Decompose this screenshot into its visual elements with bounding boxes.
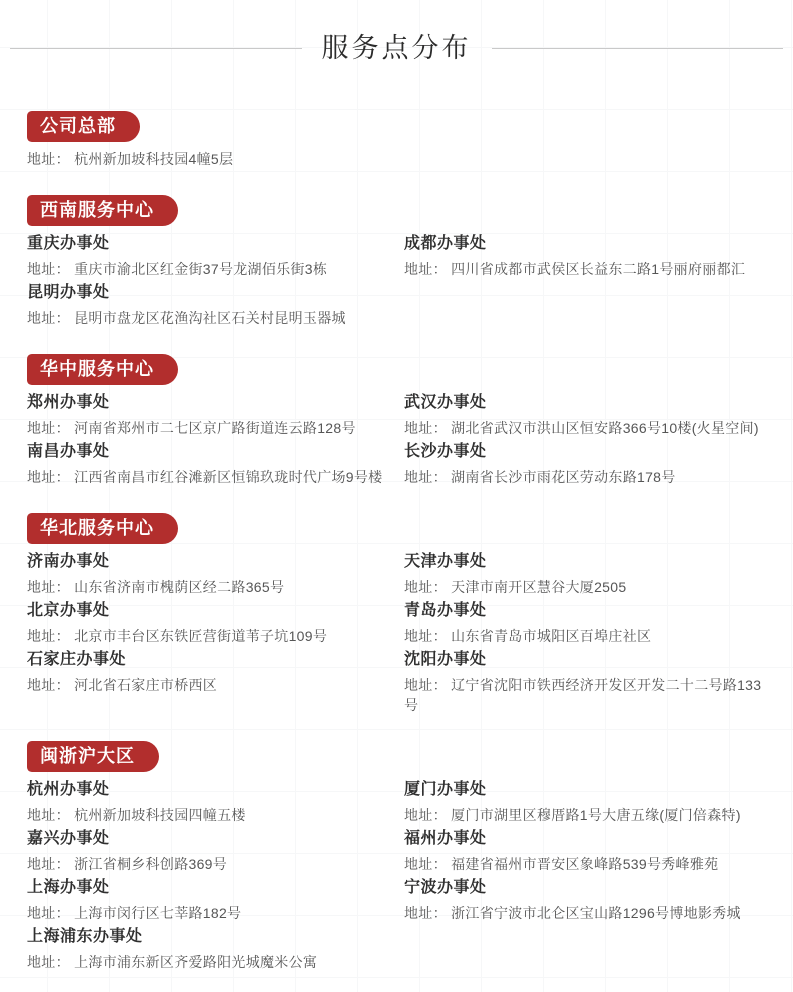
- service-section: [27, 354, 766, 490]
- section-badge: 公司总部: [27, 111, 140, 142]
- office-name: 济南办事处: [27, 553, 110, 570]
- office-item: [27, 282, 404, 328]
- office-name: 石家庄办事处: [27, 651, 127, 668]
- office-item: [27, 233, 404, 279]
- office-grid: [27, 779, 766, 975]
- office-address: 地址： 辽宁省沈阳市铁西经济开发区开发二十二号路133号: [404, 677, 762, 713]
- office-name: 昆明办事处: [27, 284, 110, 301]
- office-name: 北京办事处: [27, 602, 110, 619]
- office-name: 成都办事处: [404, 235, 487, 252]
- office-name: 天津办事处: [404, 553, 487, 570]
- service-section: [27, 741, 766, 975]
- section-badge: 华北服务中心: [27, 513, 178, 544]
- office-address: 地址： 昆明市盘龙区花渔沟社区石关村昆明玉器城: [27, 310, 346, 326]
- office-name: 郑州办事处: [27, 394, 110, 411]
- office-address: 地址： 上海市闵行区七莘路182号: [27, 905, 242, 921]
- office-address: 地址： 四川省成都市武侯区长益东二路1号丽府丽都汇: [404, 261, 746, 277]
- office-address: 地址： 江西省南昌市红谷滩新区恒锦玖珑时代广场9号楼: [27, 469, 383, 485]
- office-item: [404, 877, 766, 923]
- office-item: [27, 149, 404, 169]
- office-item: [27, 392, 404, 438]
- page-title: 服务点分布: [321, 33, 472, 63]
- office-address: 地址： 杭州新加坡科技园4幢5层: [27, 151, 234, 167]
- office-name: 上海浦东办事处: [27, 928, 143, 945]
- office-item: [404, 828, 766, 874]
- office-address: 地址： 厦门市湖里区穆厝路1号大唐五缘(厦门倍森特): [404, 807, 741, 823]
- sections-container: [27, 111, 766, 975]
- section-badge: 闽浙沪大区: [27, 741, 159, 772]
- office-item: [404, 551, 766, 597]
- office-address: 地址： 天津市南开区慧谷大厦2505: [404, 579, 627, 595]
- office-item: [27, 877, 404, 923]
- office-item: [27, 926, 404, 972]
- office-name: 上海办事处: [27, 879, 110, 896]
- office-item: [27, 441, 404, 487]
- office-item: [404, 600, 766, 646]
- office-address: 地址： 浙江省桐乡科创路369号: [27, 856, 228, 872]
- office-name: 宁波办事处: [404, 879, 487, 896]
- office-address: 地址： 北京市丰台区东铁匠营街道苇子坑109号: [27, 628, 328, 644]
- office-item: [27, 551, 404, 597]
- title-rule-left: [10, 48, 302, 49]
- office-item: [404, 441, 766, 487]
- office-item: [404, 392, 766, 438]
- office-address: 地址： 重庆市渝北区红金街37号龙湖佰乐街3栋: [27, 261, 328, 277]
- office-item: [27, 600, 404, 646]
- office-item: [27, 649, 404, 715]
- office-name: 重庆办事处: [27, 235, 110, 252]
- office-address: 地址： 上海市浦东新区齐爱路阳光城魔米公寓: [27, 954, 318, 970]
- office-address: 地址： 浙江省宁波市北仑区宝山路1296号博地影秀城: [404, 905, 741, 921]
- office-name: 沈阳办事处: [404, 651, 487, 668]
- office-address: 地址： 福建省福州市晋安区象峰路539号秀峰雅苑: [404, 856, 719, 872]
- office-address: 地址： 山东省青岛市城阳区百埠庄社区: [404, 628, 652, 644]
- office-name: 青岛办事处: [404, 602, 487, 619]
- office-address: 地址： 山东省济南市槐荫区经二路365号: [27, 579, 285, 595]
- section-badge: 华中服务中心: [27, 354, 178, 385]
- office-grid: [27, 392, 766, 490]
- service-section: [27, 111, 766, 172]
- office-address: 地址： 杭州新加坡科技园四幢五楼: [27, 807, 246, 823]
- office-name: 嘉兴办事处: [27, 830, 110, 847]
- office-name: 福州办事处: [404, 830, 487, 847]
- office-address: 地址： 河南省郑州市二七区京广路街道连云路128号: [27, 420, 356, 436]
- office-name: 武汉办事处: [404, 394, 487, 411]
- office-address: 地址： 湖南省长沙市雨花区劳动东路178号: [404, 469, 676, 485]
- office-item: [404, 649, 766, 715]
- service-section: [27, 195, 766, 331]
- office-grid: [27, 551, 766, 718]
- office-grid: [27, 233, 766, 331]
- section-badge: 西南服务中心: [27, 195, 178, 226]
- office-grid: [27, 149, 766, 172]
- office-item: [27, 779, 404, 825]
- office-item: [27, 828, 404, 874]
- office-item: [404, 233, 766, 279]
- office-name: 长沙办事处: [404, 443, 487, 460]
- title-rule-right: [492, 48, 784, 49]
- office-address: 地址： 湖北省武汉市洪山区恒安路366号10楼(火星空间): [404, 420, 759, 436]
- office-address: 地址： 河北省石家庄市桥西区: [27, 677, 218, 693]
- office-name: 厦门办事处: [404, 781, 487, 798]
- page-header: [10, 30, 783, 66]
- office-name: 南昌办事处: [27, 443, 110, 460]
- office-item: [404, 779, 766, 825]
- service-section: [27, 513, 766, 718]
- office-name: 杭州办事处: [27, 781, 110, 798]
